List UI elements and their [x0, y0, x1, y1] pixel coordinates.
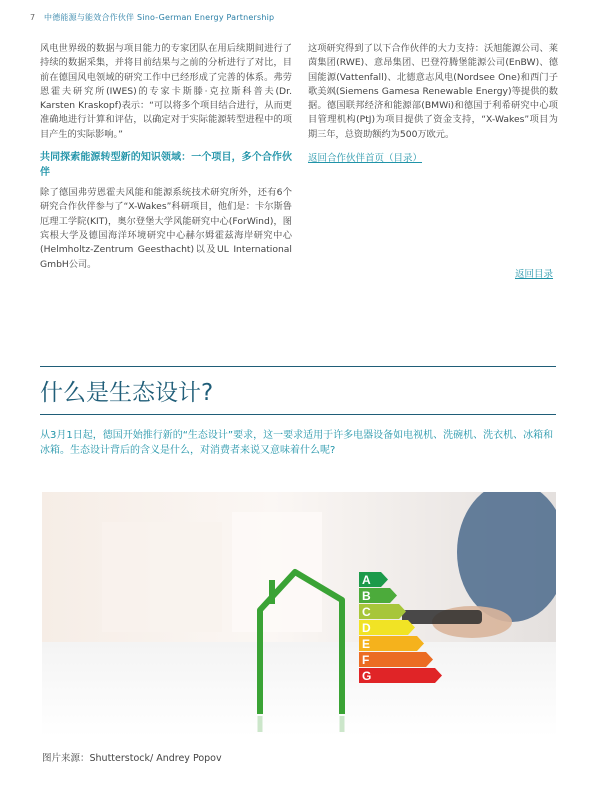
right-paragraph: 这项研究得到了以下合作伙伴的大力支持：沃旭能源公司、莱茵集团(RWE)、意昂集团、巴登符腾堡能源公司(EnBW)、德国能源(Vattenfall)、北德意志风电(Nordsee One)和西门子歌美飒(Siemens Gamesa Renewable Energy)等提供的数据。德国联邦经济和能源部(BMWi)和德国于利希研究中心项目管理机构(PtJ)为项目提供了资金支持，“X-Wakes”项目为期三年，总资助额约为500万欧元。 [308, 43, 558, 140]
right-column [308, 42, 558, 166]
left-paragraph-1: 风电世界级的数据与项目能力的专家团队在用后续期间进行了持续的数据采集，并将目前结果与之前的分析进行了对比，目前在德国风电领域的研究工作中已经形成了完善的体系。弗劳恩霍夫研究所(IWES)的专家卡斯滕·克拉斯科普夫(Dr. Karsten Kraskopf)表示：“可以将多个项目结合进行，从而更准确地进行计算和评估，以确定对于实际能源转型进程中的项目产生的实际影响。” [40, 43, 292, 140]
energy-bar-label-d: D [362, 621, 371, 635]
energy-bar-g [359, 668, 442, 683]
energy-bar-label-g: G [362, 669, 372, 683]
section-intro: 从3月1日起，德国开始推行新的“生态设计”要求，这一要求适用于许多电器设备如电视机、洗碗机、洗衣机、冰箱和冰箱。生态设计背后的含义是什么，对消费者来说又意味着什么呢? [40, 430, 554, 456]
left-column [40, 42, 292, 278]
page-number: 7 [30, 13, 36, 22]
partner-home-link[interactable]: 返回合作伙伴首页（目录） [308, 153, 423, 165]
energy-bar-label-f: F [362, 653, 370, 667]
energy-bar-label-e: E [362, 637, 371, 651]
photo-caption: 图片来源：Shutterstock/ Andrey Popov [42, 753, 222, 764]
energy-bar-label-c: C [362, 605, 371, 619]
running-header [30, 12, 274, 23]
section-divider-top [40, 366, 556, 367]
section-title: 什么是生态设计? [40, 380, 214, 406]
energy-bar-label-b: B [362, 589, 371, 603]
back-to-toc-link[interactable]: 返回目录 [515, 269, 554, 280]
ecodesign-photo [42, 492, 556, 737]
running-header-title: 中德能源与能效合作伙伴 Sino-German Energy Partnership [44, 13, 275, 22]
subheading: 共同探索能源转型新的知识领域：一个项目，多个合作伙伴 [40, 152, 292, 179]
energy-bar-f [359, 652, 433, 667]
left-paragraph-2: 除了德国弗劳恩霍夫风能和能源系统技术研究所外，还有6个研究合作伙伴参与了“X-Wakes”科研项目，他们是：卡尔斯鲁厄理工学院(KIT)，奥尔登堡大学风能研究中心(ForWind)，图宾根大学及德国海洋环境研究中心赫尔姆霍兹海岸研究中心(Helmholtz-Zentrum Geesthacht)以及UL International GmbH公司。 [40, 187, 292, 270]
section-divider-bottom [40, 414, 556, 415]
energy-bar-label-a: A [362, 573, 371, 587]
